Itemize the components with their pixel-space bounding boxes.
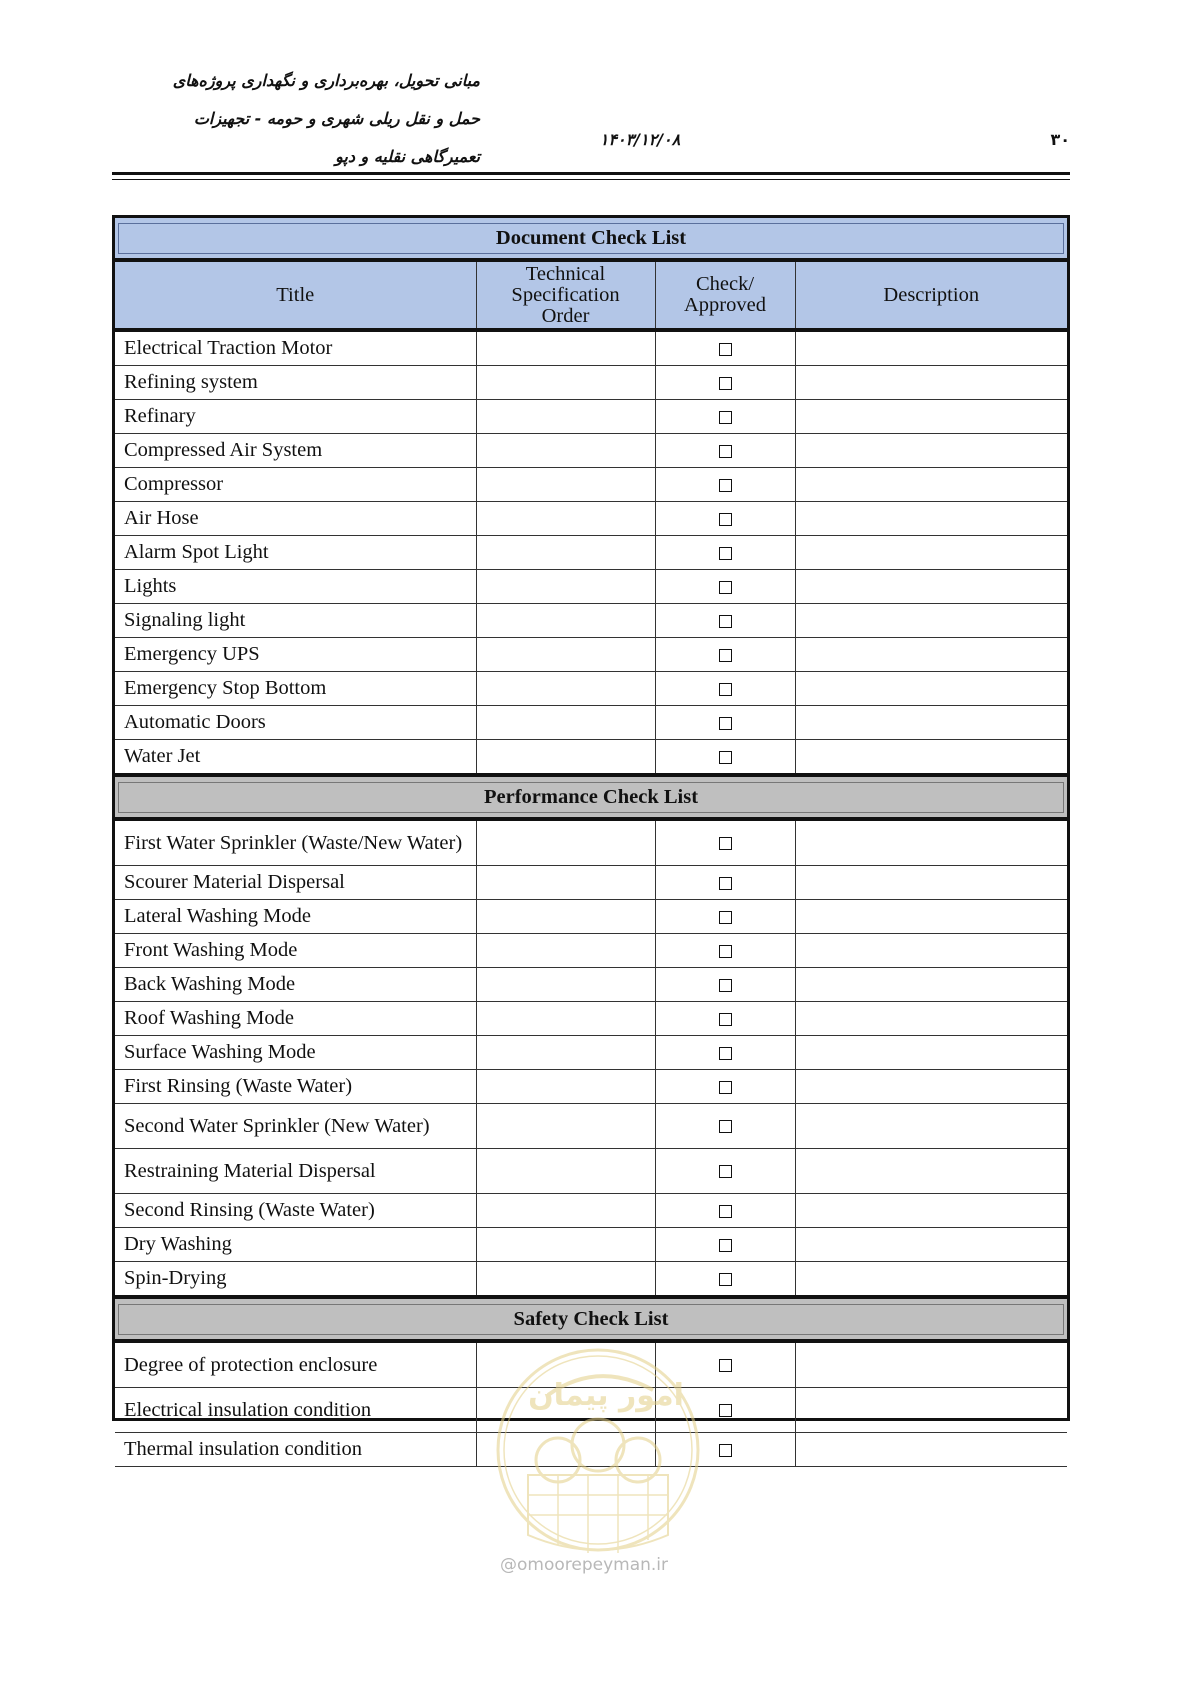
table-row xyxy=(115,1104,1067,1149)
technical-specification-cell[interactable] xyxy=(476,1104,655,1149)
check-approved-cell xyxy=(655,740,795,776)
description-cell[interactable] xyxy=(795,1194,1067,1228)
description-cell[interactable] xyxy=(795,638,1067,672)
check-approved-cell xyxy=(655,1262,795,1298)
description-cell[interactable] xyxy=(795,1433,1067,1467)
table-row xyxy=(115,1149,1067,1194)
description-cell[interactable] xyxy=(795,330,1067,366)
description-cell[interactable] xyxy=(795,934,1067,968)
checkbox-icon[interactable] xyxy=(719,1404,732,1417)
item-title: Back Washing Mode xyxy=(115,968,476,1002)
technical-specification-cell[interactable] xyxy=(476,400,655,434)
checkbox-icon[interactable] xyxy=(719,979,732,992)
description-cell[interactable] xyxy=(795,706,1067,740)
table-row xyxy=(115,536,1067,570)
technical-specification-cell[interactable] xyxy=(476,1194,655,1228)
checkbox-icon[interactable] xyxy=(719,877,732,890)
description-cell[interactable] xyxy=(795,672,1067,706)
checkbox-icon[interactable] xyxy=(719,1047,732,1060)
table-row xyxy=(115,1070,1067,1104)
table-row xyxy=(115,502,1067,536)
table-row xyxy=(115,900,1067,934)
checkbox-icon[interactable] xyxy=(719,683,732,696)
technical-specification-cell[interactable] xyxy=(476,819,655,866)
item-title: Restraining Material Dispersal xyxy=(115,1149,476,1194)
checkbox-icon[interactable] xyxy=(719,377,732,390)
checkbox-icon[interactable] xyxy=(719,445,732,458)
technical-specification-cell[interactable] xyxy=(476,1262,655,1298)
check-approved-cell xyxy=(655,819,795,866)
description-cell[interactable] xyxy=(795,1104,1067,1149)
description-cell[interactable] xyxy=(795,900,1067,934)
table-row xyxy=(115,400,1067,434)
item-title: Roof Washing Mode xyxy=(115,1002,476,1036)
checkbox-icon[interactable] xyxy=(719,649,732,662)
document-title-line-2: حمل و نقل ریلی شهری و حومه - تجهیزات xyxy=(193,109,480,128)
checkbox-icon[interactable] xyxy=(719,1273,732,1286)
item-title: Emergency UPS xyxy=(115,638,476,672)
technical-specification-cell[interactable] xyxy=(476,740,655,776)
table-row xyxy=(115,638,1067,672)
description-cell[interactable] xyxy=(795,1341,1067,1388)
check-approved-cell xyxy=(655,400,795,434)
column-header-description: Description xyxy=(795,260,1067,330)
check-approved-cell xyxy=(655,1149,795,1194)
table-row xyxy=(115,604,1067,638)
description-cell[interactable] xyxy=(795,366,1067,400)
technical-specification-cell[interactable] xyxy=(476,1228,655,1262)
checkbox-icon[interactable] xyxy=(719,1444,732,1457)
description-cell[interactable] xyxy=(795,1228,1067,1262)
checkbox-icon[interactable] xyxy=(719,837,732,850)
item-title: Air Hose xyxy=(115,502,476,536)
table-row xyxy=(115,672,1067,706)
item-title: Thermal insulation condition xyxy=(115,1433,476,1467)
checkbox-icon[interactable] xyxy=(719,581,732,594)
checkbox-icon[interactable] xyxy=(719,1120,732,1133)
table-row xyxy=(115,434,1067,468)
description-cell[interactable] xyxy=(795,1036,1067,1070)
checkbox-icon[interactable] xyxy=(719,911,732,924)
check-approved-cell xyxy=(655,366,795,400)
check-approved-cell xyxy=(655,934,795,968)
technical-specification-cell[interactable] xyxy=(476,536,655,570)
check-approved-cell xyxy=(655,1194,795,1228)
technical-specification-cell[interactable] xyxy=(476,1002,655,1036)
check-approved-cell xyxy=(655,502,795,536)
checklist-table-frame xyxy=(112,215,1070,1460)
checkbox-icon[interactable] xyxy=(719,343,732,356)
checkbox-icon[interactable] xyxy=(719,1205,732,1218)
page-number: ۳۰ xyxy=(1050,130,1070,149)
description-cell[interactable] xyxy=(795,400,1067,434)
technical-specification-cell[interactable] xyxy=(476,502,655,536)
check-approved-cell xyxy=(655,1104,795,1149)
technical-specification-cell[interactable] xyxy=(476,706,655,740)
item-title: First Water Sprinkler (Waste/New Water) xyxy=(115,819,476,866)
check-approved-cell xyxy=(655,1002,795,1036)
technical-specification-cell[interactable] xyxy=(476,900,655,934)
item-title: Degree of protection enclosure xyxy=(115,1341,476,1388)
section-header-document xyxy=(115,218,1067,260)
watermark-url-text: omoorepeyman.ir xyxy=(517,1555,669,1575)
table-row xyxy=(115,1002,1067,1036)
column-header-row xyxy=(115,260,1067,330)
checkbox-icon[interactable] xyxy=(719,615,732,628)
item-title: Automatic Doors xyxy=(115,706,476,740)
item-title: Second Rinsing (Waste Water) xyxy=(115,1194,476,1228)
description-cell[interactable] xyxy=(795,866,1067,900)
technical-specification-cell[interactable] xyxy=(476,968,655,1002)
item-title: Dry Washing xyxy=(115,1228,476,1262)
technical-specification-cell[interactable] xyxy=(476,434,655,468)
document-date: ۱۴۰۳/۱۲/۰۸ xyxy=(599,130,681,149)
description-cell[interactable] xyxy=(795,740,1067,776)
item-title: Lateral Washing Mode xyxy=(115,900,476,934)
check-approved-cell xyxy=(655,706,795,740)
technical-specification-cell[interactable] xyxy=(476,866,655,900)
item-title: Water Jet xyxy=(115,740,476,776)
technical-specification-cell[interactable] xyxy=(476,468,655,502)
check-approved-cell xyxy=(655,604,795,638)
description-cell[interactable] xyxy=(795,1149,1067,1194)
technical-specification-cell[interactable] xyxy=(476,934,655,968)
check-approved-cell xyxy=(655,672,795,706)
description-cell[interactable] xyxy=(795,604,1067,638)
section-header xyxy=(115,775,1067,819)
watermark-logo xyxy=(488,1335,708,1565)
item-title: Electrical Traction Motor xyxy=(115,330,476,366)
check-approved-cell xyxy=(655,330,795,366)
checkbox-icon[interactable] xyxy=(719,1013,732,1026)
checkbox-icon[interactable] xyxy=(719,717,732,730)
table-row xyxy=(115,706,1067,740)
checklist-table xyxy=(115,218,1067,1467)
check-approved-cell xyxy=(655,536,795,570)
description-cell[interactable] xyxy=(795,536,1067,570)
table-row xyxy=(115,968,1067,1002)
item-title: Refinary xyxy=(115,400,476,434)
checkbox-icon[interactable] xyxy=(719,547,732,560)
checkbox-icon[interactable] xyxy=(719,1239,732,1252)
header-rule-thick xyxy=(112,172,1070,175)
technical-specification-cell[interactable] xyxy=(476,330,655,366)
checkbox-icon[interactable] xyxy=(719,513,732,526)
description-cell[interactable] xyxy=(795,1262,1067,1298)
item-title: Lights xyxy=(115,570,476,604)
description-cell[interactable] xyxy=(795,570,1067,604)
technical-specification-cell[interactable] xyxy=(476,1149,655,1194)
item-title: Second Water Sprinkler (New Water) xyxy=(115,1104,476,1149)
check-approved-cell xyxy=(655,468,795,502)
table-row xyxy=(115,1262,1067,1298)
check-approved-cell xyxy=(655,1228,795,1262)
table-row xyxy=(115,819,1067,866)
document-title-line-1: مبانی تحویل، بهره‌برداری و نگهداری پروژه‌های xyxy=(172,71,480,90)
column-header-title: Title xyxy=(115,260,476,330)
section-title: Performance Check List xyxy=(118,782,1064,813)
item-title: Surface Washing Mode xyxy=(115,1036,476,1070)
watermark-url xyxy=(500,1555,700,1575)
check-approved-cell xyxy=(655,1036,795,1070)
at-icon: @ xyxy=(500,1555,517,1575)
document-title xyxy=(120,62,480,176)
checkbox-icon[interactable] xyxy=(719,1165,732,1178)
item-title: Signaling light xyxy=(115,604,476,638)
technical-specification-cell[interactable] xyxy=(476,1070,655,1104)
item-title: Emergency Stop Bottom xyxy=(115,672,476,706)
technical-specification-cell[interactable] xyxy=(476,672,655,706)
description-cell[interactable] xyxy=(795,502,1067,536)
technical-specification-cell[interactable] xyxy=(476,1036,655,1070)
section-title: Safety Check List xyxy=(118,1304,1064,1335)
item-title: Alarm Spot Light xyxy=(115,536,476,570)
table-row xyxy=(115,740,1067,776)
checkbox-icon[interactable] xyxy=(719,1081,732,1094)
checkbox-icon[interactable] xyxy=(719,479,732,492)
item-title: Spin-Drying xyxy=(115,1262,476,1298)
description-cell[interactable] xyxy=(795,434,1067,468)
item-title: Compressor xyxy=(115,468,476,502)
check-approved-cell xyxy=(655,1070,795,1104)
checklist-table-body xyxy=(115,218,1067,1467)
checkbox-icon[interactable] xyxy=(719,751,732,764)
check-approved-cell xyxy=(655,866,795,900)
description-cell[interactable] xyxy=(795,819,1067,866)
item-title: Electrical insulation condition xyxy=(115,1388,476,1433)
item-title: First Rinsing (Waste Water) xyxy=(115,1070,476,1104)
document-title-line-3: تعمیرگاهی نقلیه و دپو xyxy=(335,147,480,166)
description-cell[interactable] xyxy=(795,1388,1067,1433)
table-row xyxy=(115,934,1067,968)
checkbox-icon[interactable] xyxy=(719,411,732,424)
column-header-check-approved: Check/ Approved xyxy=(655,260,795,330)
column-header-technical-specification-order: Technical Specification Order xyxy=(476,260,655,330)
item-title: Compressed Air System xyxy=(115,434,476,468)
table-row xyxy=(115,1228,1067,1262)
watermark-logo-text: امور پیمان xyxy=(528,1378,684,1413)
description-cell[interactable] xyxy=(795,1070,1067,1104)
check-approved-cell xyxy=(655,638,795,672)
item-title: Front Washing Mode xyxy=(115,934,476,968)
check-approved-cell xyxy=(655,570,795,604)
item-title: Refining system xyxy=(115,366,476,400)
item-title: Scourer Material Dispersal xyxy=(115,866,476,900)
technical-specification-cell[interactable] xyxy=(476,638,655,672)
check-approved-cell xyxy=(655,434,795,468)
table-row xyxy=(115,1036,1067,1070)
check-approved-cell xyxy=(655,968,795,1002)
description-cell[interactable] xyxy=(795,468,1067,502)
description-cell[interactable] xyxy=(795,1002,1067,1036)
table-row xyxy=(115,330,1067,366)
table-row xyxy=(115,1194,1067,1228)
checkbox-icon[interactable] xyxy=(719,945,732,958)
table-row xyxy=(115,468,1067,502)
technical-specification-cell[interactable] xyxy=(476,366,655,400)
table-row xyxy=(115,570,1067,604)
description-cell[interactable] xyxy=(795,968,1067,1002)
header-rule-thin xyxy=(112,179,1070,180)
section-title: Document Check List xyxy=(118,223,1064,254)
checkbox-icon[interactable] xyxy=(719,1359,732,1372)
table-row xyxy=(115,866,1067,900)
technical-specification-cell[interactable] xyxy=(476,604,655,638)
table-row xyxy=(115,366,1067,400)
check-approved-cell xyxy=(655,900,795,934)
technical-specification-cell[interactable] xyxy=(476,570,655,604)
